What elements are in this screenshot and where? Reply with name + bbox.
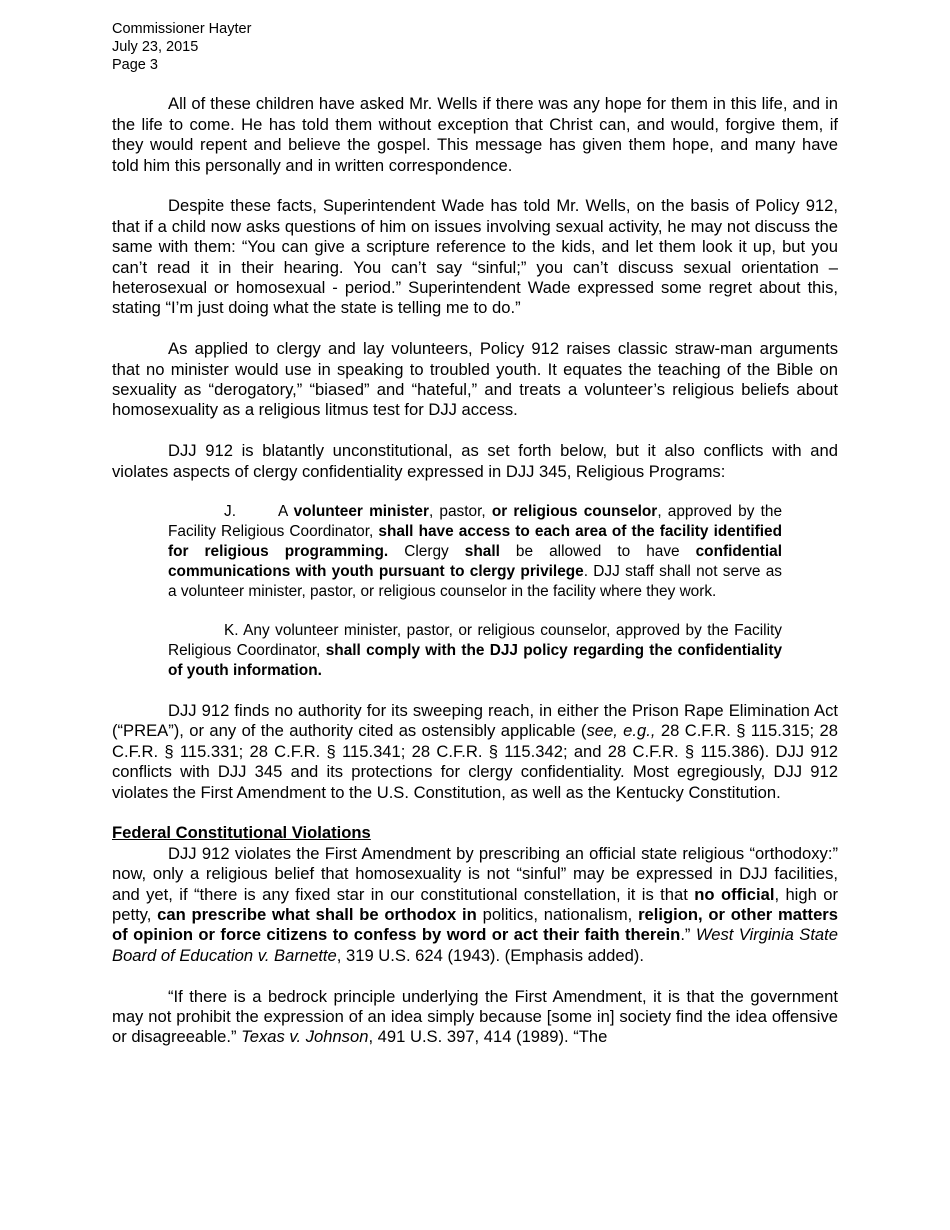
quote-section-k: K. Any volunteer minister, pastor, or religious counselor, approved by the Facility Religious Coordinator, shall comply with the DJJ policy regarding the confidentiality of youth information.: [168, 622, 783, 679]
letter-header: [112, 20, 838, 74]
paragraph-orthodoxy: DJJ 912 violates the First Amendment by prescribing an official state religious “orthodoxy:” now, only a religious belief that homosexuality is not “sinful” may be expressed in DJJ facilities, and yet, if “there is any fixed star in our constitutional constellation, it is that no official, high or petty, can prescribe what shall be orthodox in politics, nationalism, religion, or other matters of opinion or force citizens to confess by word or act their faith therein.” West Virginia State Board of Education v. Barnette, 319 U.S. 624 (1943). (Emphasis added).: [112, 843, 838, 965]
header-page-number: Page 3: [112, 57, 158, 73]
header-recipient: Commissioner Hayter: [112, 21, 252, 37]
section-heading: Federal Constitutional Violations: [112, 823, 371, 843]
paragraph-bedrock-principle: “If there is a bedrock principle underlying the First Amendment, it is that the government may not prohibit the expression of an idea simply because [some in] society find the idea offensive or disagreeable.” Texas v. Johnson, 491 U.S. 397, 414 (1989). “The: [112, 986, 838, 1047]
paragraph-unconstitutional: DJJ 912 is blatantly unconstitutional, as set forth below, but it also conflicts with and violates aspects of clergy confidentiality expressed in DJJ 345, Religious Programs:: [112, 441, 838, 481]
letter-page: [112, 20, 838, 1048]
paragraph-hope: All of these children have asked Mr. Wells if there was any hope for them in this life, and in the life to come. He has told them without exception that Christ can, and would, forgive them, if they would repent and believe the gospel. This message has given them hope, and many have told him this personally and in written correspondence.: [112, 94, 838, 175]
paragraph-superintendent: Despite these facts, Superintendent Wade has told Mr. Wells, on the basis of Policy 912, that if a child now asks questions of him on issues involving sexual activity, he may not discuss the same with them: “You can give a scripture reference to the kids, and let them look it up, but you can’t read it in their hearing. You can’t say “sinful;” you can’t discuss sexual orientation – heterosexual or homosexual - period.” Superintendent Wade expressed some regret about this, stating “I’m just doing what the state is telling me to do.”: [112, 196, 838, 318]
header-date: July 23, 2015: [112, 39, 199, 55]
paragraph-no-authority: DJJ 912 finds no authority for its sweeping reach, in either the Prison Rape Elimination Act (“PREA”), or any of the authority cited as ostensibly applicable (see, e.g., 28 C.F.R. § 115.315; 28 C.F.R. § 115.331; 28 C.F.R. § 115.341; 28 C.F.R. § 115.342; and 28 C.F.R. § 115.386). DJJ 912 conflicts with DJJ 345 and its protections for clergy confidentiality. Most egregiously, DJJ 912 violates the First Amendment to the U.S. Constitution, as well as the Kentucky Constitution.: [112, 701, 839, 802]
quote-section-j: J. A volunteer minister, pastor, or religious counselor, approved by the Facility Religious Coordinator, shall have access to each area of the facility identified for religious programming. Clergy shall be allowed to have confidential communications with youth pursuant to clergy privilege. DJJ staff shall not serve as a volunteer minister, pastor, or religious counselor in the facility where they work.: [168, 503, 783, 600]
paragraph-clergy-volunteers: As applied to clergy and lay volunteers, Policy 912 raises classic straw-man arguments that no minister would use in speaking to troubled youth. It equates the teaching of the Bible on sexuality as “derogatory,” “biased” and “hateful,” and treats a volunteer’s religious beliefs about homosexuality as a religious litmus test for DJJ access.: [112, 339, 838, 420]
